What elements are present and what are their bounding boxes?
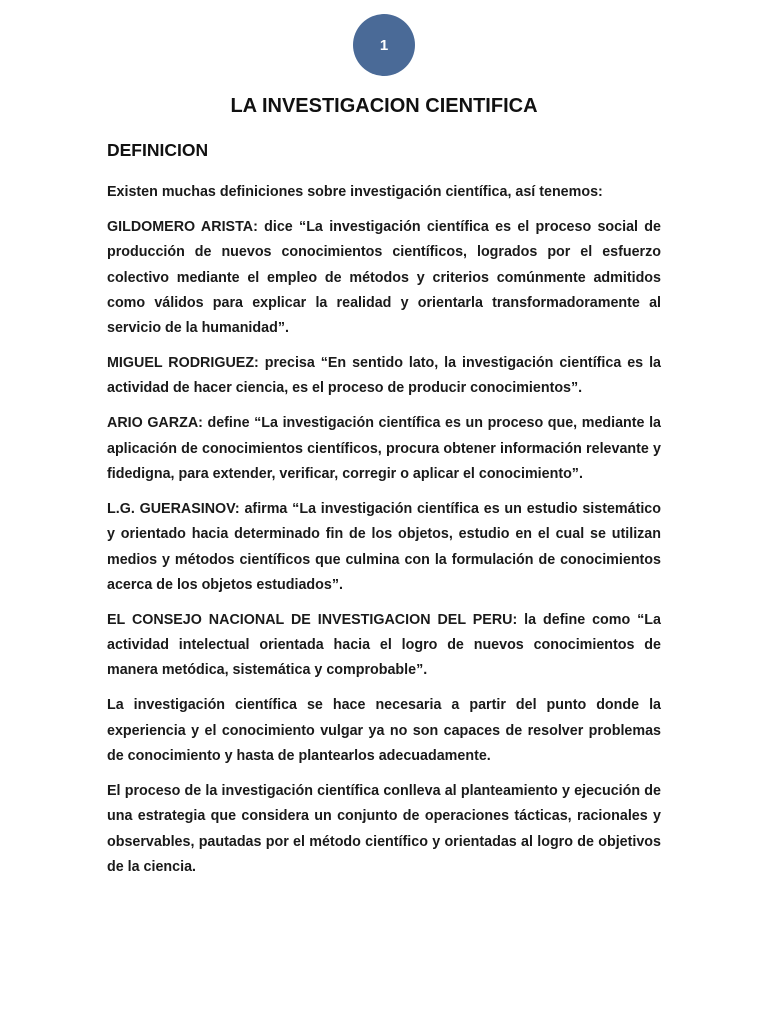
paragraph-intro: Existen muchas definiciones sobre investigación científica, así tenemos: (107, 184, 603, 200)
paragraph-guerasinov: L.G. GUERASINOV: afirma “La investigación científica es un estudio sistemático y orientado hacia determinado fin de los objetos, estudio en el cual se utilizan medios y métodos científicos que culmina con la formulación de conocimientos acerca de los objetos estudiados”. (107, 501, 661, 593)
page-title: LA INVESTIGACION CIENTIFICA (230, 95, 538, 117)
paragraph-rodriguez: MIGUEL RODRIGUEZ: precisa “En sentido lato, la investigación científica es la actividad de hacer ciencia, es el proceso de producir conocimientos”. (107, 355, 661, 397)
paragraph-garza: ARIO GARZA: define “La investigación científica es un proceso que, mediante la aplicación de conocimientos científicos, procura obtener información relevante y fidedigna, para extender, verificar, corregir o aplicar el conocimiento”. (107, 415, 661, 483)
page-number-badge (353, 14, 415, 76)
section-heading: DEFINICION (107, 140, 209, 160)
document-body (107, 180, 661, 890)
page-number: 1 (379, 36, 389, 54)
paragraph-arista: GILDOMERO ARISTA: dice “La investigación científica es el proceso social de producción de nuevos conocimientos científicos, logrados por el esfuerzo colectivo mediante el empleo de métodos y criterios comúnmente admitidos como válidos para explicar la realidad y orientarla transformadoramente al servicio de la humanidad”. (107, 218, 661, 337)
paragraph-consejo: EL CONSEJO NACIONAL DE INVESTIGACION DEL PERU: la define como “La actividad intelectual orientada hacia el logro de nuevos conocimientos de manera metódica, sistemática y comprobable”. (107, 611, 661, 679)
paragraph-proceso: El proceso de la investigación científica conlleva al planteamiento y ejecución de una estrategia que considera un conjunto de operaciones tácticas, racionales y observables, pautadas por el método científico y orientadas al logro de objetivos de la ciencia. (107, 783, 661, 875)
paragraph-necesidad: La investigación científica se hace necesaria a partir del punto donde la experiencia y el conocimiento vulgar ya no son capaces de resolver problemas de conocimiento y hasta de plantearlos adecuadamente. (107, 697, 661, 765)
